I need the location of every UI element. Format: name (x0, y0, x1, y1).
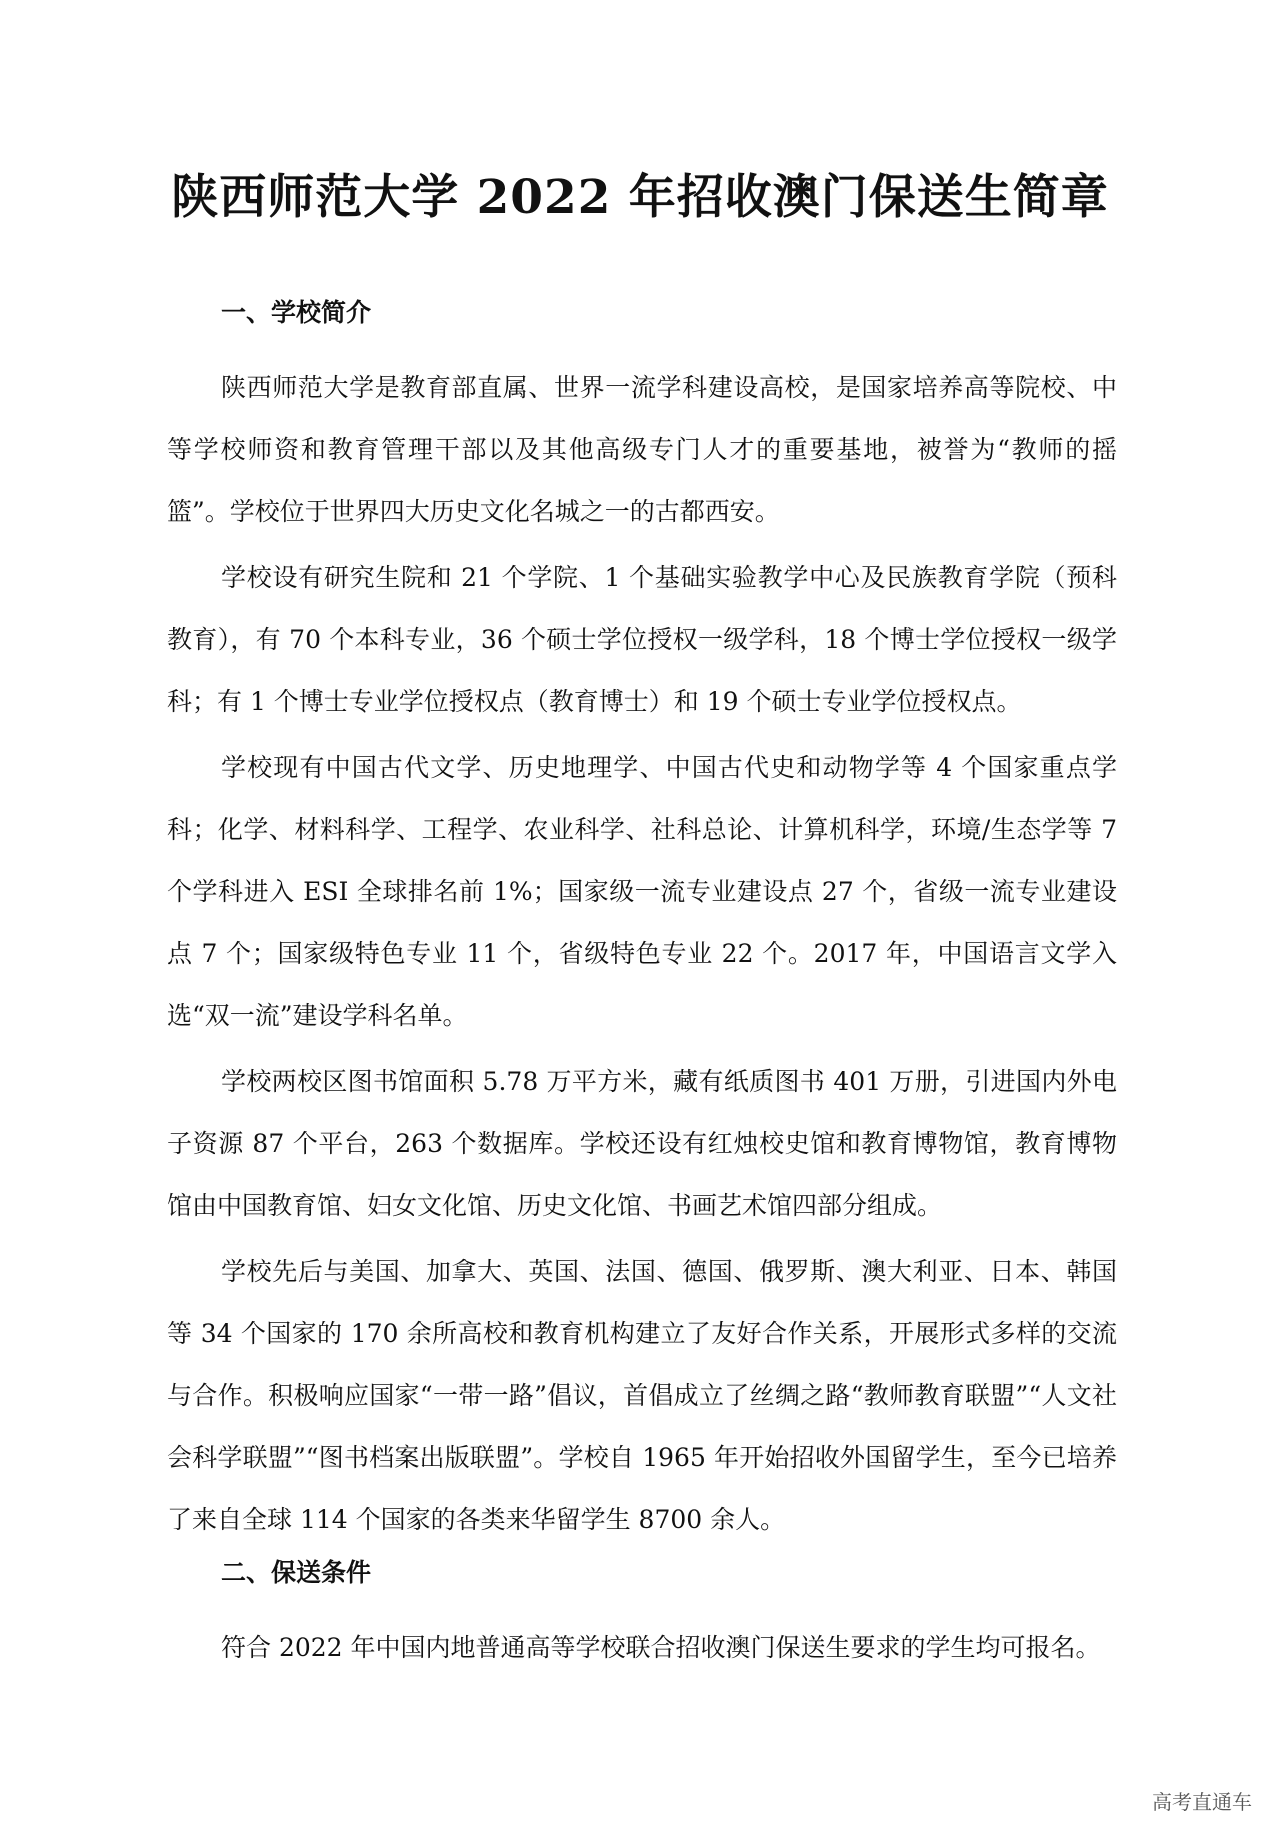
paragraph: 符合 2022 年中国内地普通高等学校联合招收澳门保送生要求的学生均可报名。 (221, 1633, 1101, 1662)
section-school-intro (167, 295, 1117, 1551)
paragraph: 学校先后与美国、加拿大、英国、法国、德国、俄罗斯、澳大利亚、日本、韩国等 34 个国家的 170 余所高校和教育机构建立了友好合作关系，开展形式多样的交流与合作。积极响应国家“一带一路”倡议，首倡成立了丝绸之路“教师教育联盟”“人文社会科学联盟”“图书档案出版联盟”。学校自 1965 年开始招收外国留学生，至今已培养了来自全球 114 个国家的各类来华留学生 8700 余人。 (167, 1257, 1117, 1534)
section-heading: 一、学校简介 (221, 298, 372, 327)
document-title: 陕西师范大学 2022 年招收澳门保送生简章 (171, 170, 1109, 225)
paragraph: 学校设有研究生院和 21 个学院、1 个基础实验教学中心及民族教育学院（预科教育），有 70 个本科专业，36 个硕士学位授权一级学科，18 个博士学位授权一级学科；有 1 个博士专业学位授权点（教育博士）和 19 个硕士专业学位授权点。 (167, 563, 1117, 716)
paragraph: 学校现有中国古代文学、历史地理学、中国古代史和动物学等 4 个国家重点学科；化学、材料科学、工程学、农业科学、社科总论、计算机科学，环境/生态学等 7 个学科进入 ESI 全球排名前 1%；国家级一流专业建设点 27 个，省级一流专业建设点 7 个；国家级特色专业 11 个，省级特色专业 22 个。2017 年，中国语言文学入选“双一流”建设学科名单。 (167, 753, 1117, 1030)
paragraph: 陕西师范大学是教育部直属、世界一流学科建设高校，是国家培养高等院校、中等学校师资和教育管理干部以及其他高级专门人才的重要基地，被誉为“教师的摇篮”。学校位于世界四大历史文化名城之一的古都西安。 (167, 373, 1117, 526)
document-body (167, 295, 1117, 1683)
section-heading: 二、保送条件 (221, 1558, 372, 1587)
section-admission-conditions (167, 1555, 1117, 1679)
watermark: 高考直通车 (1152, 1790, 1252, 1814)
paragraph: 学校两校区图书馆面积 5.78 万平方米，藏有纸质图书 401 万册，引进国内外电子资源 87 个平台，263 个数据库。学校还设有红烛校史馆和教育博物馆，教育博物馆由中国教育馆、妇女文化馆、历史文化馆、书画艺术馆四部分组成。 (167, 1067, 1117, 1220)
